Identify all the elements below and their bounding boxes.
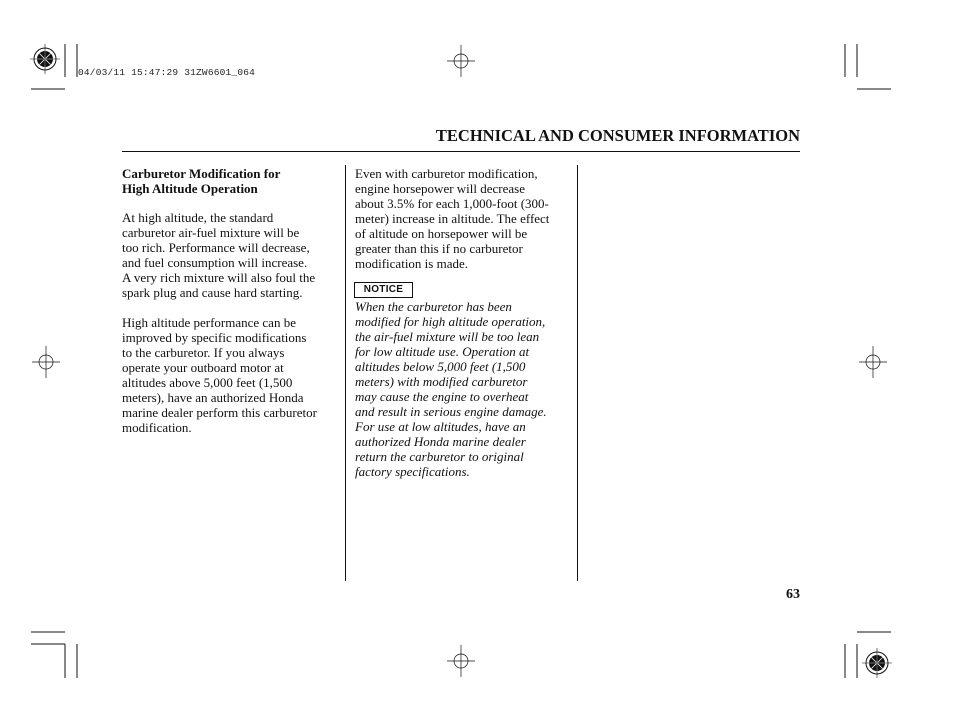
text-line: may cause the engine to overheat xyxy=(355,389,529,404)
text-line: for low altitude use. Operation at xyxy=(355,344,530,359)
text-line: and fuel consumption will increase. xyxy=(122,255,308,270)
text-line: meters), have an authorized Honda xyxy=(122,390,304,405)
text-line: modification. xyxy=(122,420,192,435)
column-divider-right xyxy=(577,165,578,581)
notice-text xyxy=(355,299,575,479)
text-line: A very rich mixture will also foul the xyxy=(122,270,316,285)
sunburst-target-top-left-icon xyxy=(30,44,60,74)
notice-label: NOTICE xyxy=(354,282,413,298)
text-line: At high altitude, the standard xyxy=(122,210,274,225)
text-line: altitudes below 5,000 feet (1,500 xyxy=(355,359,526,374)
paragraph-rich-mixture xyxy=(122,210,337,300)
text-line: Even with carburetor modification, xyxy=(355,166,538,181)
section-title: TECHNICAL AND CONSUMER INFORMATION xyxy=(435,126,800,145)
text-line: High altitude performance can be xyxy=(122,315,296,330)
text-line: the air-fuel mixture will be too lean xyxy=(355,329,540,344)
text-line: When the carburetor has been xyxy=(355,299,512,314)
text-line: about 3.5% for each 1,000-foot (300- xyxy=(355,196,549,211)
heading-line: Carburetor Modification for xyxy=(122,166,281,181)
text-line: meters) with modified carburetor xyxy=(355,374,528,389)
crosshair-bottom-center-icon xyxy=(447,645,475,677)
paragraph-modification xyxy=(122,315,337,435)
middle-column xyxy=(355,166,573,271)
text-line: altitudes above 5,000 feet (1,500 xyxy=(122,375,293,390)
text-line: of altitude on horsepower will be xyxy=(355,226,528,241)
column-divider-left xyxy=(345,165,346,581)
text-line: greater than this if no carburetor xyxy=(355,241,523,256)
text-line: modified for high altitude operation, xyxy=(355,314,546,329)
text-line: authorized Honda marine dealer xyxy=(355,434,526,449)
print-timestamp: 04/03/11 15:47:29 31ZW6601_064 xyxy=(78,67,256,78)
crosshair-top-center-icon xyxy=(447,45,475,77)
text-line: operate your outboard motor at xyxy=(122,360,284,375)
text-line: return the carburetor to original xyxy=(355,449,524,464)
text-line: too rich. Performance will decrease, xyxy=(122,240,310,255)
text-line: improved by specific modifications xyxy=(122,330,307,345)
text-line: and result in serious engine damage. xyxy=(355,404,547,419)
crosshair-right-middle-icon xyxy=(859,346,887,378)
sunburst-target-bottom-right-icon xyxy=(862,648,892,678)
text-line: carburetor air-fuel mixture will be xyxy=(122,225,300,240)
text-line: factory specifications. xyxy=(355,464,470,479)
text-line: spark plug and cause hard starting. xyxy=(122,285,303,300)
page-number: 63 xyxy=(786,587,800,602)
left-column xyxy=(122,166,337,435)
text-line: For use at low altitudes, have an xyxy=(355,419,526,434)
text-line: modification is made. xyxy=(355,256,469,271)
header-rule xyxy=(122,151,800,152)
text-line: marine dealer perform this carburetor xyxy=(122,405,317,420)
paragraph-horsepower xyxy=(355,166,573,271)
subsection-heading xyxy=(122,166,337,196)
heading-line: High Altitude Operation xyxy=(122,181,258,196)
text-line: to the carburetor. If you always xyxy=(122,345,285,360)
text-line: meter) increase in altitude. The effect xyxy=(355,211,550,226)
crosshair-left-middle-icon xyxy=(32,346,60,378)
text-line: engine horsepower will decrease xyxy=(355,181,526,196)
